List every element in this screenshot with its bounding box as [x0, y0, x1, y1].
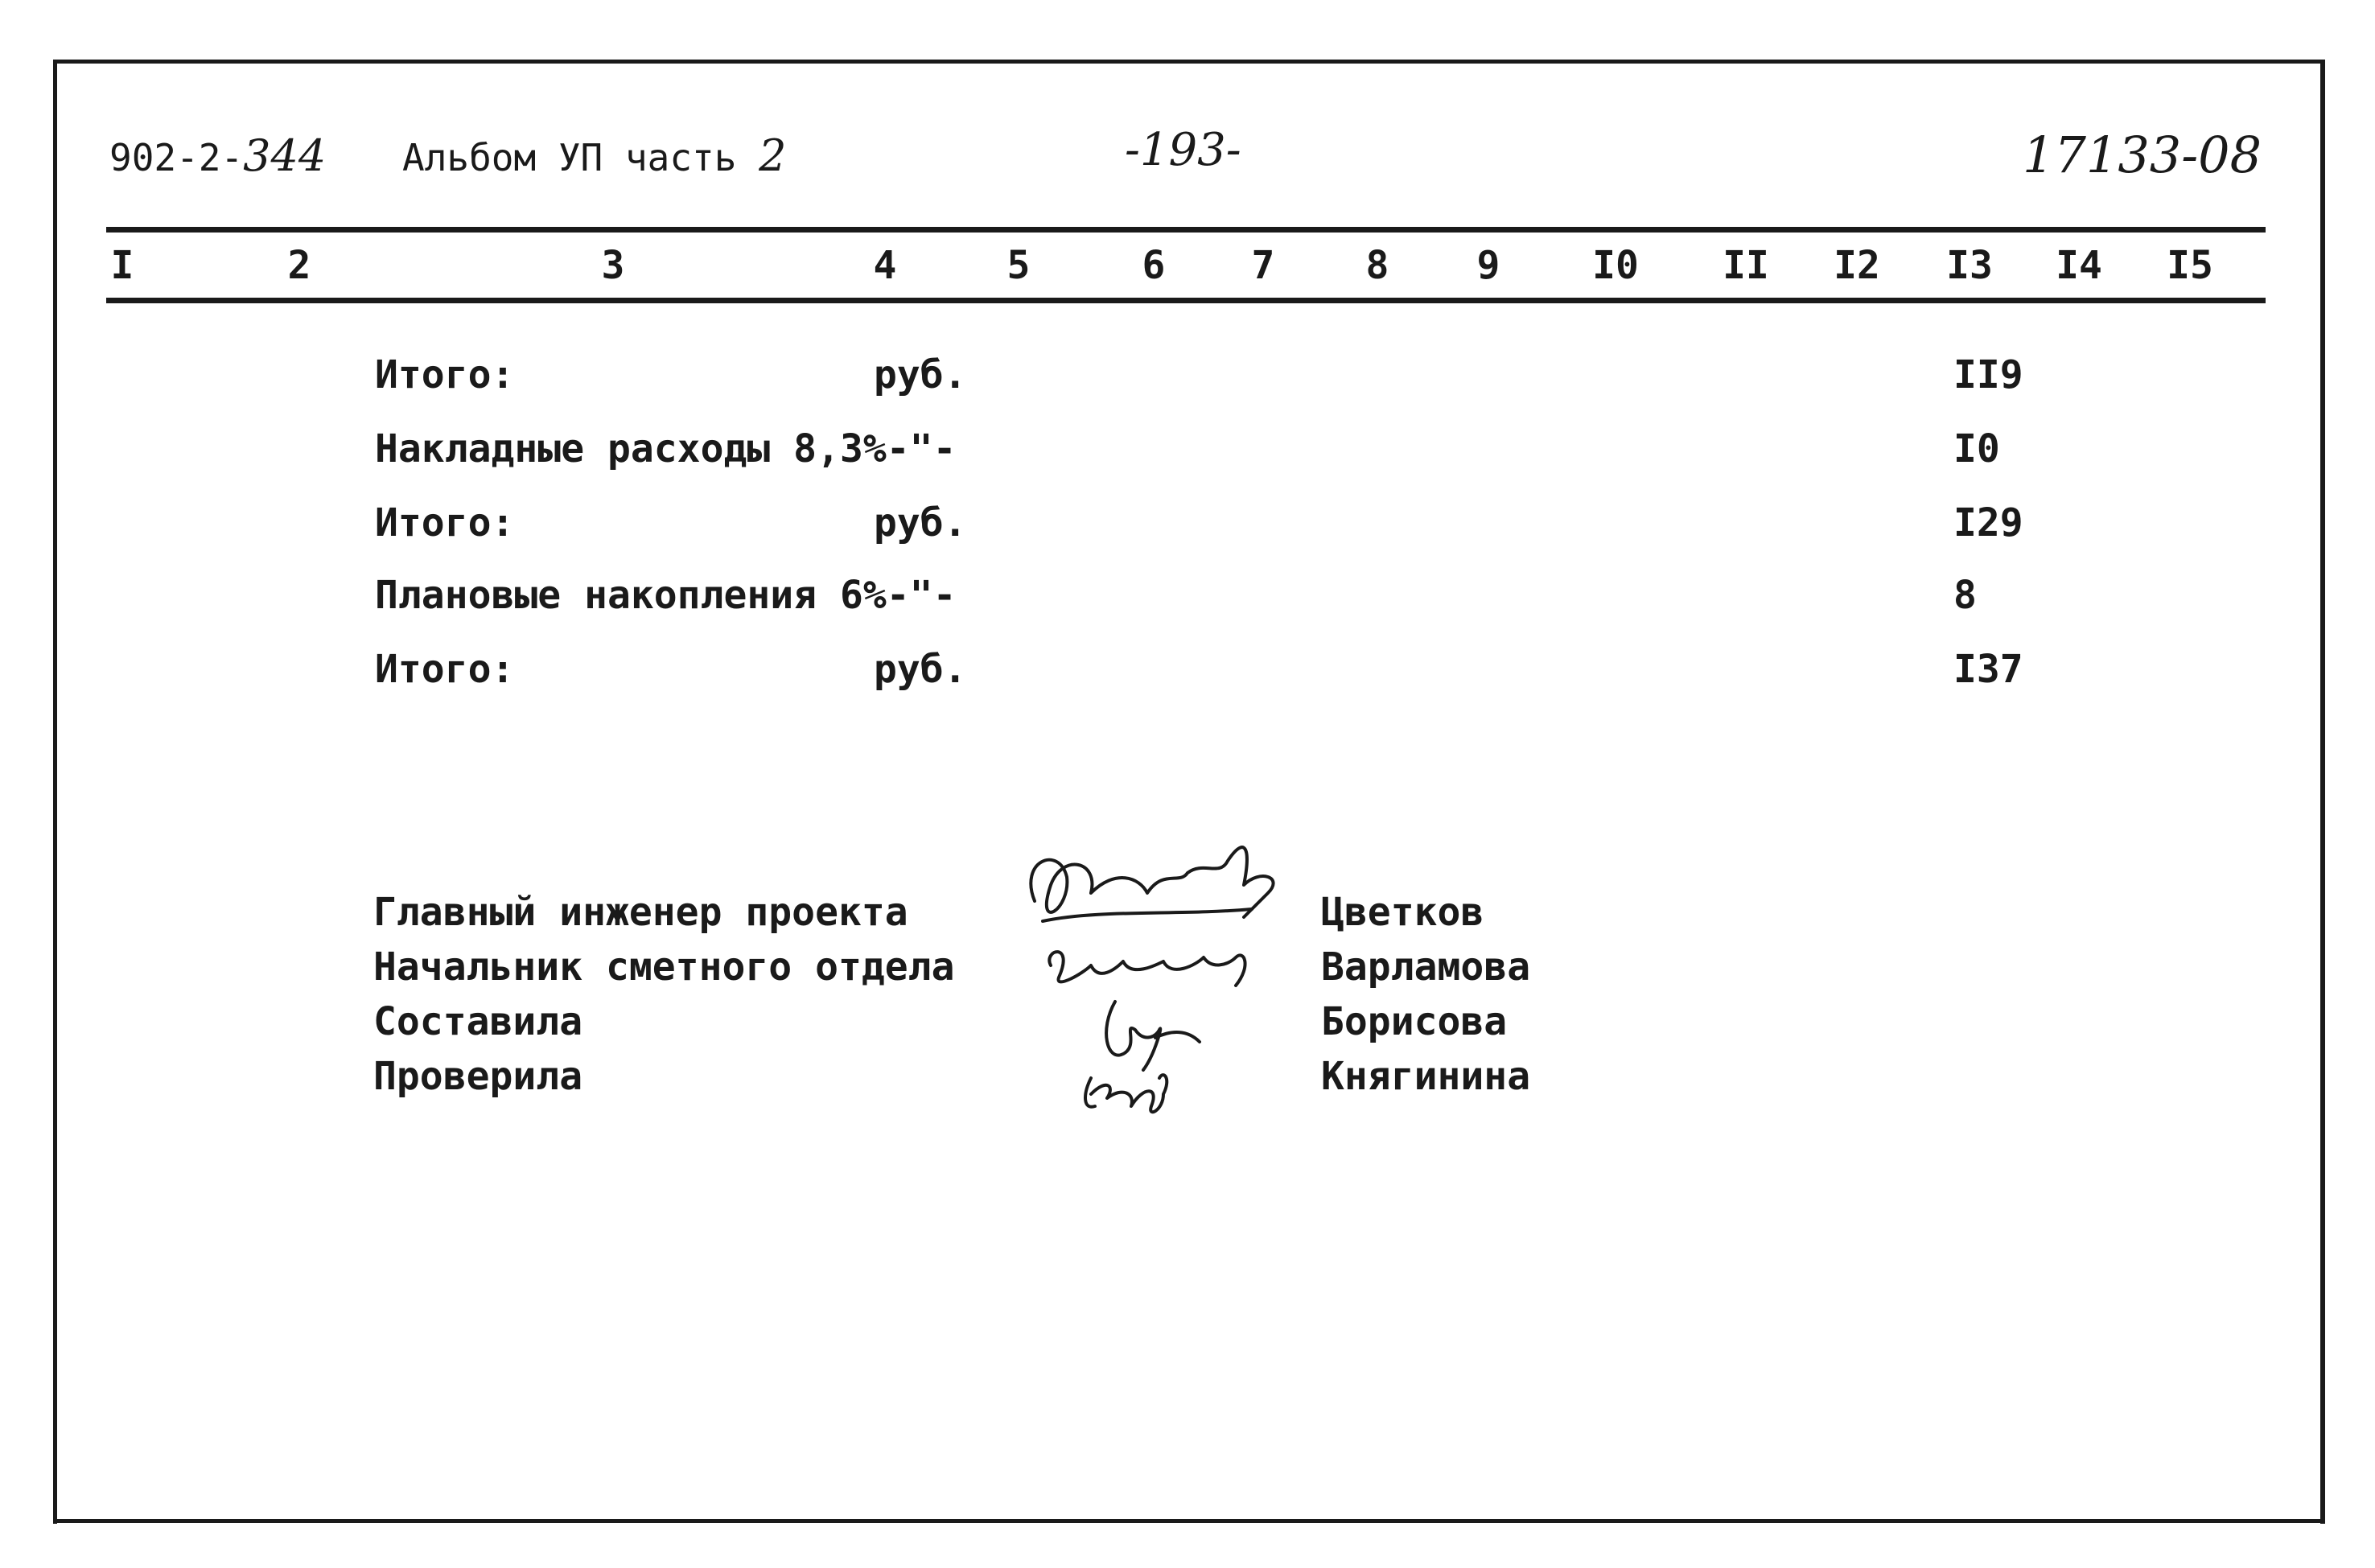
column-number-7: 7 [1251, 243, 1275, 288]
frame-left-border [53, 60, 57, 1524]
document-code-handwritten: 344 [243, 130, 327, 181]
column-number-12: I2 [1834, 243, 1880, 288]
handwritten-signatures [1002, 829, 1300, 1134]
row-3-value: I29 [1953, 500, 2023, 545]
signature-scrawl-2 [1049, 952, 1245, 986]
column-number-3: 3 [601, 243, 625, 288]
row-2-value: I0 [1953, 426, 2000, 471]
column-number-4: 4 [873, 243, 897, 288]
row-5-value: I37 [1953, 647, 2023, 692]
frame-bottom-border [53, 1519, 2325, 1523]
album-label: Альбом УП часть [402, 136, 737, 179]
row-5-label: Итого: [375, 647, 515, 692]
signature-name-2: Варламова [1321, 945, 1531, 990]
signature-role-3: Составила [373, 999, 583, 1044]
row-1-value: II9 [1953, 352, 2023, 397]
row-3-unit: руб. [874, 500, 967, 545]
signature-name-4: Княгинина [1321, 1054, 1531, 1099]
signature-role-2: Начальник сметного отдела [373, 945, 955, 990]
column-number-1: I [110, 243, 134, 288]
header-rule-top [106, 227, 2266, 233]
album-part-handwritten: 2 [759, 130, 787, 181]
column-number-10: I0 [1592, 243, 1639, 288]
row-4-value: 8 [1953, 573, 1977, 618]
row-4-label: Плановые накопления 6%-"- [375, 573, 957, 618]
inventory-number: 17133-08 [2023, 126, 2262, 184]
document-code-printed: 902-2- [109, 136, 244, 179]
signature-scrawl-1-underline [1043, 909, 1252, 921]
column-number-2: 2 [287, 243, 311, 288]
column-number-15: I5 [2167, 243, 2213, 288]
album-title [402, 130, 786, 181]
row-1-label: Итого: [375, 352, 515, 397]
column-number-14: I4 [2056, 243, 2102, 288]
signature-scrawl-3 [1106, 1002, 1200, 1070]
row-2-label: Накладные расходы 8,3%-"- [375, 426, 957, 471]
row-1-unit: руб. [874, 352, 967, 397]
row-5-unit: руб. [874, 647, 967, 692]
document-code [109, 130, 326, 181]
page-number: -193- [1125, 124, 1241, 176]
row-3-label: Итого: [375, 500, 515, 545]
column-number-6: 6 [1142, 243, 1166, 288]
frame-top-border [53, 60, 2325, 64]
header-rule-bottom [106, 298, 2266, 303]
signature-role-4: Проверила [373, 1054, 583, 1099]
signature-scrawl-4 [1085, 1075, 1167, 1112]
frame-right-border [2320, 60, 2325, 1524]
signature-name-3: Борисова [1321, 999, 1508, 1044]
column-number-9: 9 [1476, 243, 1500, 288]
column-number-11: II [1723, 243, 1769, 288]
column-number-13: I3 [1946, 243, 1993, 288]
column-number-5: 5 [1006, 243, 1031, 288]
column-number-8: 8 [1365, 243, 1389, 288]
signature-name-1: Цветков [1321, 890, 1484, 935]
signature-scrawl-1 [1031, 847, 1273, 917]
signature-role-1: Главный инженер проекта [373, 890, 908, 935]
